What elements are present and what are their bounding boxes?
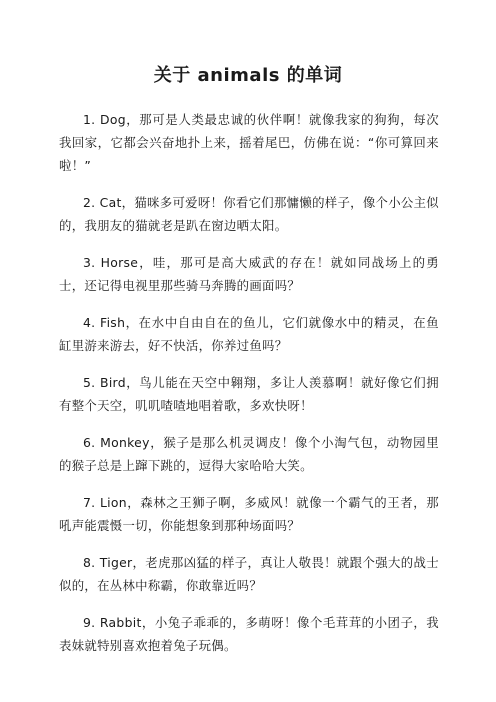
list-item: 6. Monkey，猴子是那么机灵调皮！像个小淘气包，动物园里的猴子总是上蹿下跳的，逗得大家哈哈大笑。 (59, 435, 439, 473)
list-item: 7. Lion，森林之王狮子啊，多威风！就像一个霸气的王者，那吼声能震慑一切，你能想象到那种场面吗？ (59, 495, 439, 533)
list-item: 3. Horse，哇，那可是高大威武的存在！就如同战场上的勇士，还记得电视里那些骑马奔腾的画面吗？ (59, 255, 439, 293)
list-item: 8. Tiger，老虎那凶猛的样子，真让人敬畏！就跟个强大的战士似的，在丛林中称霸，你敢靠近吗？ (59, 555, 439, 593)
page-title: 关于 animals 的单词 (153, 65, 343, 86)
list-item: 4. Fish，在水中自由自在的鱼儿，它们就像水中的精灵，在鱼缸里游来游去，好不快活，你养过鱼吗？ (59, 315, 439, 353)
list-item: 2. Cat，猫咪多可爱呀！你看它们那慵懒的样子，像个小公主似的，我朋友的猫就老是趴在窗边晒太阳。 (59, 195, 439, 233)
list-item: 1. Dog，那可是人类最忠诚的伙伴啊！就像我家的狗狗，每次我回家，它都会兴奋地扑上来，摇着尾巴，仿佛在说：“你可算回来啦！” (59, 112, 439, 173)
list-item: 9. Rabbit，小兔子乖乖的，多萌呀！像个毛茸茸的小团子，我表妹就特别喜欢抱着兔子玩偶。 (59, 615, 439, 653)
animal-word-list (59, 108, 439, 671)
list-item: 5. Bird，鸟儿能在天空中翱翔，多让人羡慕啊！就好像它们拥有整个天空，叽叽喳喳地唱着歌，多欢快呀！ (59, 375, 439, 413)
